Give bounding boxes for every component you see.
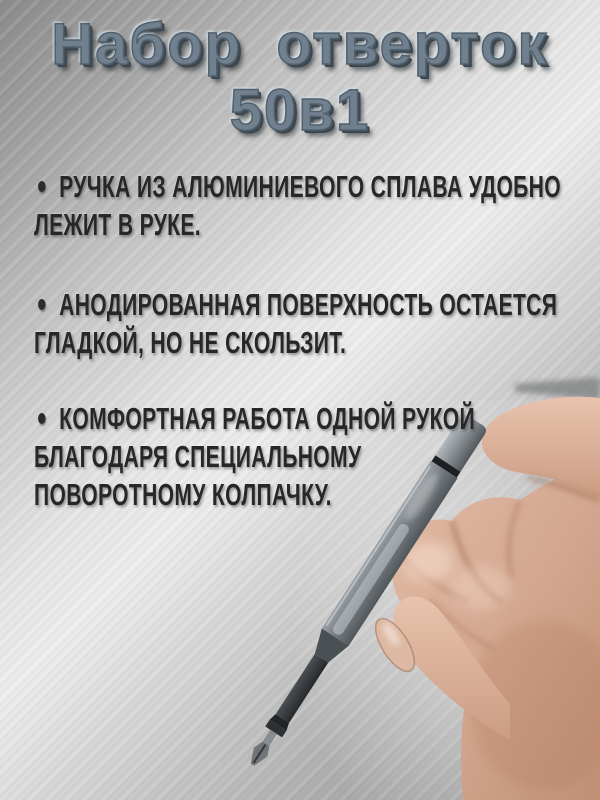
- feature-text: БЛАГОДАРЯ СПЕЦИАЛЬНОМУ: [34, 439, 362, 474]
- feature-text: ГЛАДКОЙ, НО НЕ СКОЛЬЗИТ.: [34, 325, 347, 360]
- page-title: [0, 12, 600, 144]
- feature-text: АНОДИРОВАННАЯ ПОВЕРХНОСТЬ ОСТАЕТСЯ: [59, 287, 558, 322]
- feature-item-2: [34, 286, 600, 362]
- feature-text: ПОВОРОТНОМУ КОЛПАЧКУ.: [34, 477, 332, 512]
- feature-item-1: [34, 168, 600, 244]
- bullet-icon: [38, 299, 45, 310]
- title-line-2: 50в1: [229, 78, 371, 143]
- photo-dark-edge: [515, 377, 600, 400]
- bullet-icon: [38, 181, 45, 192]
- feature-item-3: [34, 400, 600, 514]
- feature-text: КОМФОРТНАЯ РАБОТА ОДНОЙ РУКОЙ: [59, 401, 476, 436]
- bullet-icon: [38, 413, 45, 424]
- feature-text: РУЧКА ИЗ АЛЮМИНИЕВОГО СПЛАВА УДОБНО: [59, 169, 561, 204]
- title-line-1: Набор отверток: [51, 12, 549, 77]
- feature-text: ЛЕЖИТ В РУКЕ.: [34, 207, 201, 242]
